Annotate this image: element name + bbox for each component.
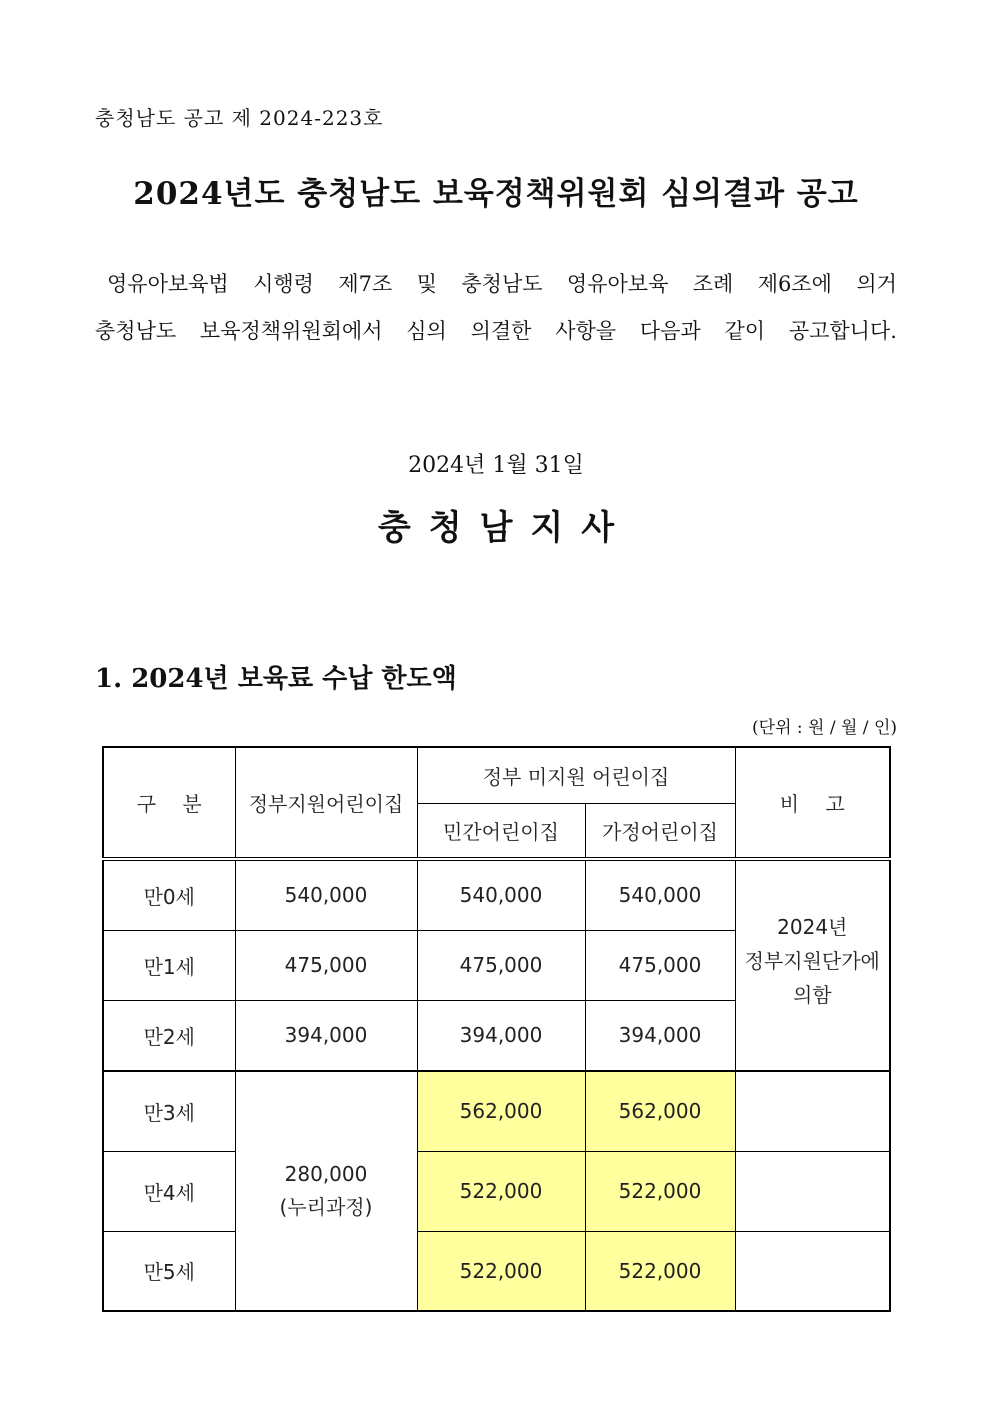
announcement-date: 2024년 1월 31일 [408,453,584,478]
header-remarks: 비 고 [735,747,890,859]
private-fee-cell: 475,000 [417,930,585,1000]
age-cell: 만5세 [103,1231,235,1311]
table-row [103,1231,890,1311]
intro-line-2 [95,315,897,345]
childcare-fee-table [102,746,891,1312]
nuri-amount: 280,000 [284,1162,368,1186]
intro-word: 의결한 [470,319,532,343]
private-fee-cell: 562,000 [417,1071,585,1151]
intro-word: 시행령 [253,272,314,296]
intro-word: 다음과 [639,319,701,343]
intro-word: 조례 [692,272,734,296]
remark-line: 의함 [792,982,832,1007]
header-private: 민간어린이집 [417,803,585,859]
home-fee-cell: 394,000 [585,1000,735,1071]
intro-word: 의거 [856,272,897,296]
header-home: 가정어린이집 [585,803,735,859]
remark-cell [735,1151,890,1231]
intro-line-1 [95,268,897,298]
private-fee-cell: 394,000 [417,1000,585,1071]
age-cell: 만0세 [103,859,235,930]
gov-fee-cell: 475,000 [235,930,417,1000]
age-cell: 만1세 [103,930,235,1000]
remark-cell [735,1071,890,1151]
intro-word: 제7조 [338,272,393,296]
home-fee-cell: 562,000 [585,1071,735,1151]
remark-line: 정부지원단가에 [744,948,880,973]
gov-fee-cell: 540,000 [235,859,417,930]
intro-word: 심의 [406,319,447,343]
remark-line: 2024년 [777,914,848,939]
intro-word: 충청남도 [461,272,543,296]
gov-fee-cell: 394,000 [235,1000,417,1071]
section-heading: 1. 2024년 보육료 수납 한도액 [95,664,457,694]
table-row [103,859,890,930]
private-fee-cell: 540,000 [417,859,585,930]
intro-word: 공고합니다. [788,319,897,343]
table-row [103,1151,890,1231]
document-title: 2024년도 충청남도 보육정책위원회 심의결과 공고 [133,176,859,212]
table-row [103,1071,890,1151]
remark-cell [735,1231,890,1311]
table-header-row [103,747,890,803]
nuri-fee-cell [235,1071,417,1311]
header-category: 구 분 [103,747,235,859]
home-fee-cell: 540,000 [585,859,735,930]
intro-word: 및 [416,272,437,296]
intro-word: 사항을 [555,319,617,343]
nuri-label: (누리과정) [279,1195,373,1219]
home-fee-cell: 522,000 [585,1231,735,1311]
private-fee-cell: 522,000 [417,1151,585,1231]
intro-word: 충청남도 [95,319,177,343]
infant-remark-cell [735,859,890,1071]
header-gov-supported: 정부지원어린이집 [235,747,417,859]
private-fee-cell: 522,000 [417,1231,585,1311]
home-fee-cell: 475,000 [585,930,735,1000]
home-fee-cell: 522,000 [585,1151,735,1231]
age-cell: 만3세 [103,1071,235,1151]
intro-word: 제6조에 [757,272,832,296]
notice-number: 충청남도 공고 제 2024-223호 [95,106,384,130]
age-cell: 만2세 [103,1000,235,1071]
unit-note: (단위 : 원 / 월 / 인) [752,718,897,738]
intro-word: 영유아보육법 [107,272,229,296]
intro-word: 같이 [724,319,766,343]
intro-word: 영유아보육 [566,272,669,296]
intro-word: 보육정책위원회에서 [199,319,383,343]
header-non-supported: 정부 미지원 어린이집 [417,747,735,803]
issuer-name: 충청남지사 [377,508,633,548]
age-cell: 만4세 [103,1151,235,1231]
